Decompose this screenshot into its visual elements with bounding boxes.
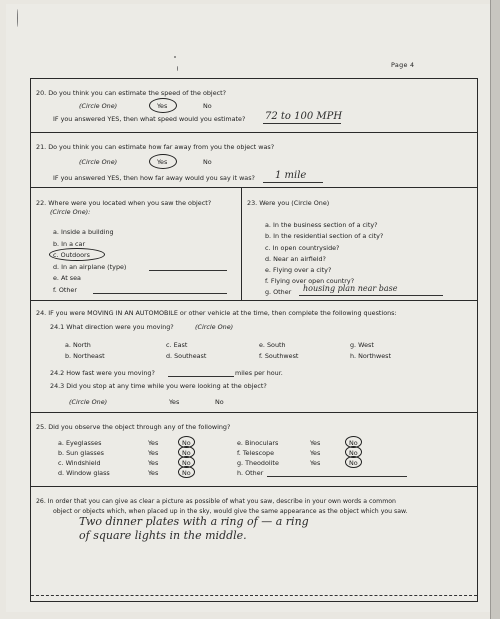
q24-3-circle-one: (Circle One) [69, 398, 108, 406]
q25-window-glass-yes[interactable]: Yes [148, 469, 159, 477]
q25-window-glass-no[interactable]: No [182, 469, 191, 477]
q25-telescope: f. Telescope [237, 449, 275, 457]
q26-text-line2: object or objects which, when placed up in the sky, would give the same appearance as the object which you saw. [53, 508, 408, 515]
q25-sunglasses-no[interactable]: No [182, 449, 191, 457]
q25-binoculars-yes[interactable]: Yes [310, 439, 321, 447]
q25-window-glass-no-circle-mark [178, 466, 195, 478]
q22-option-d-line [149, 270, 227, 271]
q25-text: 25. Did you observe the object through any of the following? [36, 423, 231, 431]
q25-telescope-yes[interactable]: Yes [310, 449, 321, 457]
q20-yes-circle-mark [149, 98, 177, 113]
q22-option-a[interactable]: a. Inside a building [53, 228, 114, 236]
q23-option-d[interactable]: d. Near an airfield? [265, 255, 326, 263]
q24-text: 24. IF you were MOVING IN AN AUTOMOBILE or other vehicle at the time, then complete the following questions: [36, 309, 397, 317]
q22-option-f-line [93, 293, 227, 294]
q20-text: 20. Do you think you can estimate the speed of the object? [36, 89, 227, 97]
question-21 [31, 133, 477, 188]
scan-speck [17, 9, 18, 27]
scan-margin [491, 0, 500, 619]
question-25 [31, 413, 477, 487]
direction-northwest[interactable]: h. Northwest [350, 352, 391, 360]
direction-south[interactable]: e. South [259, 341, 286, 349]
q22-option-c-circle-mark [49, 248, 105, 261]
q23-option-c[interactable]: c. In open countryside? [265, 244, 340, 252]
direction-southwest[interactable]: f. Southwest [259, 352, 299, 360]
q23-option-a[interactable]: a. In the business section of a city? [265, 221, 378, 229]
q25-sunglasses-yes[interactable]: Yes [148, 449, 159, 457]
form-page [6, 4, 490, 612]
q24-3-yes-option[interactable]: Yes [169, 398, 180, 406]
scan-speck [174, 56, 176, 58]
q25-window-glass: d. Window glass [58, 469, 110, 477]
direction-west[interactable]: g. West [350, 341, 374, 349]
q25-eyeglasses-yes[interactable]: Yes [148, 439, 159, 447]
q25-telescope-no[interactable]: No [349, 449, 358, 457]
q22-circle-one: (Circle One): [50, 208, 91, 216]
question-24 [31, 301, 477, 413]
q25-windshield-no[interactable]: No [182, 459, 191, 467]
q20-yes-option[interactable]: Yes [157, 102, 168, 110]
q21-yes-option[interactable]: Yes [157, 158, 168, 166]
q25-windshield: c. Windshield [58, 459, 101, 467]
q22-option-e[interactable]: e. At sea [53, 274, 81, 282]
q21-no-option[interactable]: No [203, 158, 212, 166]
q23-text: 23. Were you (Circle One) [247, 199, 330, 207]
q26-bottom-dashed-rule [31, 595, 477, 596]
column-divider [241, 188, 242, 300]
q20-followup: IF you answered YES, then what speed would you estimate? [53, 115, 246, 123]
questionnaire-form [30, 78, 478, 602]
q26-text-line1: 26. In order that you can give as clear a picture as possible of what you saw, describe in your own words a common [36, 498, 396, 505]
q25-other: h. Other [237, 469, 264, 477]
q25-theodolite: g. Theodolite [237, 459, 279, 467]
scan-speck [177, 66, 178, 71]
q20-answer-line [263, 123, 341, 124]
q23-handwritten-other: housing plan near base [303, 284, 398, 293]
q23-option-b[interactable]: b. In the residential section of a city? [265, 232, 384, 240]
q24-3-text: 24.3 Did you stop at any time while you were looking at the object? [50, 382, 267, 390]
q21-text: 21. Do you think you can estimate how far away from you the object was? [36, 143, 275, 151]
q21-yes-circle-mark [149, 154, 177, 169]
q25-eyeglasses: a. Eyeglasses [58, 439, 102, 447]
q24-1-text: 24.1 What direction were you moving? [50, 323, 174, 331]
q22-option-b[interactable]: b. In a car [53, 240, 86, 248]
q24-1-circle-one: (Circle One) [195, 323, 234, 331]
q25-theodolite-yes[interactable]: Yes [310, 459, 321, 467]
q21-circle-one: (Circle One) [79, 158, 118, 166]
q25-eyeglasses-no[interactable]: No [182, 439, 191, 447]
q23-option-e[interactable]: e. Flying over a city? [265, 266, 332, 274]
q25-theodolite-no[interactable]: No [349, 459, 358, 467]
direction-southeast[interactable]: d. Southeast [166, 352, 207, 360]
q25-sunglasses: b. Sun glasses [58, 449, 104, 457]
q25-other-line [267, 476, 407, 477]
page-number: Page 4 [391, 61, 415, 69]
question-26 [31, 487, 477, 603]
q25-theodolite-no-circle-mark [345, 456, 362, 468]
q21-handwritten-answer: 1 mile [275, 170, 307, 181]
q24-2-text: 24.2 How fast were you moving? [50, 369, 155, 377]
q21-followup: IF you answered YES, then how far away would you say it was? [53, 174, 255, 182]
q23-option-g[interactable]: g. Other [265, 288, 292, 296]
q25-binoculars: e. Binoculars [237, 439, 279, 447]
q23-option-f[interactable]: f. Flying over open country? [265, 277, 355, 285]
q26-handwritten-answer-line2: of square lights in the middle. [79, 529, 247, 542]
question-20 [31, 79, 477, 133]
q20-no-option[interactable]: No [203, 102, 212, 110]
q24-2-unit: miles per hour. [235, 369, 283, 377]
direction-east[interactable]: c. East [166, 341, 188, 349]
q20-circle-one: (Circle One) [79, 102, 118, 110]
q24-3-no-option[interactable]: No [215, 398, 224, 406]
questions-22-23 [31, 188, 477, 301]
direction-northeast[interactable]: b. Northeast [65, 352, 105, 360]
scan-edge [490, 0, 491, 619]
q22-text: 22. Where were you located when you saw the object? [36, 199, 212, 207]
q20-handwritten-answer: 72 to 100 MPH [265, 111, 343, 122]
q25-windshield-yes[interactable]: Yes [148, 459, 159, 467]
q22-option-f[interactable]: f. Other [53, 286, 77, 294]
q22-option-d[interactable]: d. In an airplane (type) [53, 263, 127, 271]
q24-2-speed-line [168, 376, 234, 377]
q21-answer-line [263, 182, 323, 183]
q25-binoculars-no[interactable]: No [349, 439, 358, 447]
q26-handwritten-answer-line1: Two dinner plates with a ring of — a ring [79, 515, 309, 528]
direction-north[interactable]: a. North [65, 341, 91, 349]
q23-option-g-line [299, 295, 443, 296]
q22-option-c[interactable]: c. Outdoors [53, 251, 90, 259]
